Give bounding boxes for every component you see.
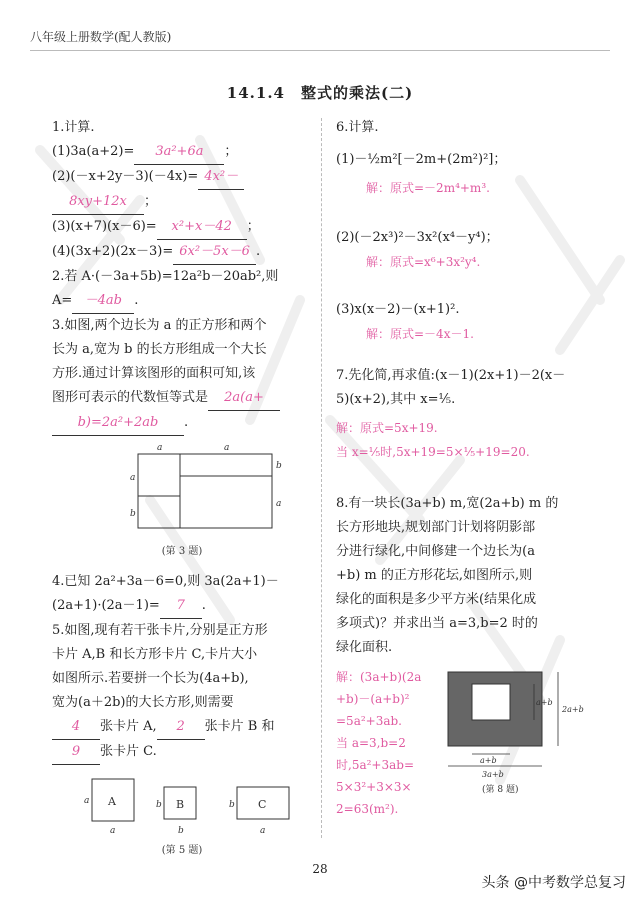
answer-blank: －4ab <box>72 289 134 314</box>
card-b: B <box>176 798 185 811</box>
q1-part4: (4)(3x+2)(2x－3)= 6x²－5x－6 . <box>52 240 312 265</box>
page-header: 八年级上册数学(配人教版) <box>30 30 172 44</box>
q7-line1: 7.先化简,再求值:(x－1)(2x+1)－2(x－ <box>336 368 566 383</box>
q3-caption: (第 3 题) <box>161 546 203 557</box>
q1-part2: (2)(－x+2y－3)(－4x)= 4x²－ <box>52 165 312 190</box>
q4-line1: 4.已知 2a²+3a－6=0,则 3a(2a+1)－ <box>52 574 279 589</box>
q6-part2-solution: 解：原式=x⁶+3x²y⁴. <box>366 255 481 269</box>
fig3-label-b1: b <box>130 509 136 519</box>
fig3-label-a2: a <box>224 443 230 453</box>
card-c: C <box>258 798 267 811</box>
q8-line4: +b) m 的正方形花坛,如图所示,则 <box>336 568 533 583</box>
q3-line1: 3.如图,两个边长为 a 的正方形和两个 <box>52 318 267 333</box>
q6-part1: (1)－½m²[－2m+(2m²)²]； <box>336 152 507 167</box>
answer-blank: 6x²－5x－6 <box>173 240 256 265</box>
q8-figure <box>442 666 612 796</box>
card-a: A <box>108 795 116 808</box>
answer-blank: 2a(a+ <box>208 386 280 411</box>
fig5-label: b <box>229 800 235 810</box>
q3-line2: 长为 a,宽为 b 的长方形组成一个大长 <box>52 342 267 357</box>
q8-caption: (第 8 题) <box>482 785 519 795</box>
answer-blank: 4x²－ <box>198 165 244 190</box>
q7-line2: 5)(x+2),其中 x=⅕. <box>336 392 456 407</box>
source-watermark: 头条 @中考数学总复习 <box>481 875 626 891</box>
fig3-label-b2: b <box>276 461 282 471</box>
q1-part1: (1)3a(a+2)= 3a²+6a ； <box>52 140 312 165</box>
answer-blank: 9 <box>52 740 100 765</box>
q3-line5: b)=2a²+2ab . <box>52 411 312 436</box>
q8-dim-inner-bottom: a+b <box>480 756 497 765</box>
q8-solution: 解：(3a+b)(2a +b)－(a+b)² =5a²+3ab. 当 a=3,b=2 时,5a²+3ab= 5×3²+3×3× 2=63(m²). <box>336 670 422 816</box>
q5-line1: 5.如图,现有若干张卡片,分别是正方形 <box>52 623 268 638</box>
page-number: 28 <box>312 862 328 876</box>
answer-blank: 8xy+12x <box>52 190 144 215</box>
q1-part3: (3)(x+7)(x－6)= x²+x－42 ； <box>52 215 312 240</box>
q6-part3: (3)x(x－2)－(x+1)². <box>336 302 460 317</box>
answer-blank: 2 <box>157 715 205 740</box>
fig3-label-a1: a <box>157 443 163 453</box>
q5-line2: 卡片 A,B 和长方形卡片 C,卡片大小 <box>52 647 258 662</box>
q5-line5: 4 张卡片 A, 2 张卡片 B 和 <box>52 715 312 740</box>
q5-line4: 宽为(a＋2b)的大长方形,则需要 <box>52 695 234 710</box>
answer-blank: 4 <box>52 715 100 740</box>
q3-line3: 方形.通过计算该图形的面积可知,该 <box>52 366 256 381</box>
q8-line6: 多项式)？并求出当 a=3,b=2 时的 <box>336 616 538 631</box>
answer-blank: 3a²+6a <box>134 140 224 165</box>
q6-part2: (2)(－2x³)²－3x²(x⁴－y⁴)； <box>336 230 499 245</box>
left-column <box>52 116 312 863</box>
q5-line6: 9 张卡片 C. <box>52 740 312 765</box>
q1-part2-cont: 8xy+12x ； <box>52 190 312 215</box>
fig5-label: a <box>84 796 90 806</box>
fig3-label-a4: a <box>276 499 282 509</box>
fig5-label: a <box>260 826 266 836</box>
q6-part1-solution: 解：原式=－2m⁴+m³. <box>366 181 490 195</box>
q8-line2: 长方形地块,规划部门计划将阴影部 <box>336 520 536 535</box>
q5-line3: 如图所示.若要拼一个长为(4a+b), <box>52 671 249 686</box>
q8-dim-bottom: 3a+b <box>482 770 504 779</box>
q8-line5: 绿化的面积是多少平方米(结果化成 <box>336 592 537 607</box>
q8-line1: 8.有一块长(3a+b) m,宽(2a+b) m 的 <box>336 496 559 511</box>
fig5-label: b <box>156 800 162 810</box>
q3-line4: 图形可表示的代数恒等式是 2a(a+ <box>52 386 312 411</box>
column-divider <box>321 118 322 838</box>
q6-part3-solution: 解：原式=－4x－1. <box>366 327 474 341</box>
section-title: 14.1.4 整式的乘法(二) <box>226 84 414 102</box>
q1-heading: 1.计算. <box>52 120 95 135</box>
q7-solution1: 解：原式=5x+19. <box>336 421 438 435</box>
q8-solution-area <box>336 666 606 816</box>
q6-heading: 6.计算. <box>336 120 379 135</box>
fig5-label: b <box>178 826 184 836</box>
answer-blank: 7 <box>160 594 202 619</box>
fig3-label-a3: a <box>130 473 136 483</box>
answer-blank: x²+x－42 <box>157 215 247 240</box>
q4-line2: (2a+1)·(2a－1)= 7 . <box>52 594 312 619</box>
q8-line3: 分进行绿化,中间修建一个边长为(a <box>336 544 535 559</box>
q5-figure <box>52 769 312 839</box>
header-rule <box>30 50 610 51</box>
q8-dim-inner: a+b <box>536 698 553 707</box>
q8-dim-side: 2a+b <box>562 705 584 714</box>
q3-figure <box>52 440 312 540</box>
q7-solution2: 当 x=⅕时,5x+19=5×⅕+19=20. <box>336 445 530 459</box>
q2-line2: A= －4ab . <box>52 289 312 314</box>
q8-line7: 绿化面积. <box>336 640 393 655</box>
answer-blank: b)=2a²+2ab <box>52 411 184 436</box>
q2-line1: 2.若 A·(－3a+5b)=12a²b－20ab²,则 <box>52 269 279 284</box>
right-column <box>336 116 606 816</box>
fig5-label: a <box>110 826 116 836</box>
q5-caption: (第 5 题) <box>161 845 203 856</box>
